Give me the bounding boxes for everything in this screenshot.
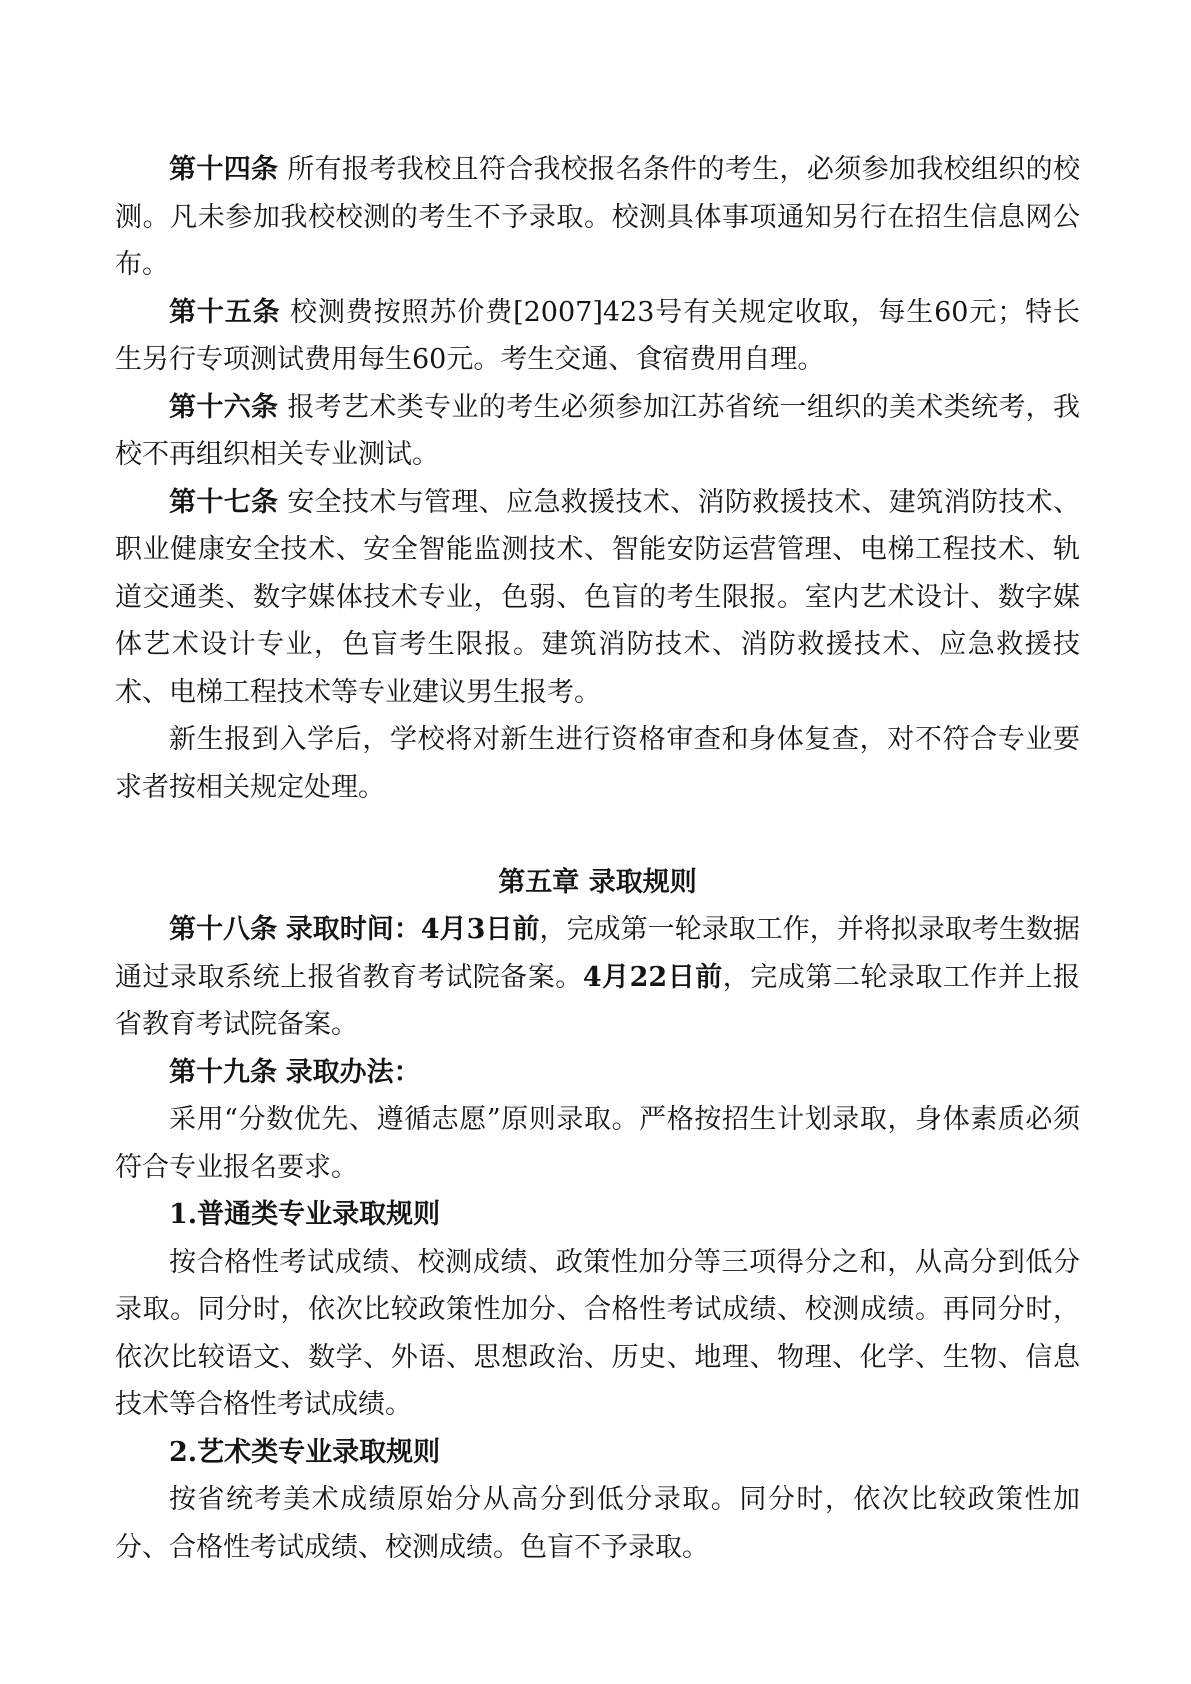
- article-19-label: 第十九条: [169, 1056, 277, 1088]
- rule-1-text: 按合格性考试成绩、校测成绩、政策性加分等三项得分之和，从高分到低分录取。同分时，依次比较政策性加分、合格性考试成绩、校测成绩。再同分时，依次比较语文、数学、外语、思想政治、历史、地理、物理、化学、生物、信息技术等合格性考试成绩。: [115, 1246, 1080, 1420]
- article-15: [115, 289, 1080, 384]
- rule-2-text: 按省统考美术成绩原始分从高分到低分录取。同分时，依次比较政策性加分、合格性考试成绩、校测成绩。色盲不予录取。: [115, 1484, 1080, 1563]
- article-16: [115, 384, 1080, 479]
- article-19-text: 采用“分数优先、遵循志愿”原则录取。严格按招生计划录取，身体素质必须符合专业报名要求。: [115, 1104, 1080, 1183]
- article-14: [115, 146, 1080, 289]
- article-18: [115, 906, 1080, 1049]
- article-18-label: 第十八条: [169, 914, 278, 945]
- article-17: [115, 479, 1080, 717]
- article-15-text: 校测费按照苏价费[2007]423号有关规定收取，每生60元；特长生另行专项测试费用每生60元。考生交通、食宿费用自理。: [115, 296, 1081, 375]
- article-14-text: 所有报考我校且符合我校报名条件的考生，必须参加我校组织的校测。凡未参加我校校测的考生不予录取。校测具体事项通知另行在招生信息网公布。: [115, 154, 1081, 280]
- article-18-text-2: ，完成第二轮录取工作并上报省教育考试院备案。: [115, 961, 1080, 1040]
- article-16-label: 第十六条: [169, 391, 279, 423]
- article-17-note: 新生报到入学后，学校将对新生进行资格审查和身体复查，对不符合专业要求者按相关规定处理。: [115, 724, 1080, 803]
- article-19: [115, 1049, 1080, 1097]
- section-gap: [115, 811, 1080, 859]
- article-15-label: 第十五条: [169, 296, 281, 328]
- article-17-label: 第十七条: [169, 486, 279, 518]
- article-17-text: 安全技术与管理、应急救援技术、消防救援技术、建筑消防技术、职业健康安全技术、安全智能监测技术、智能安防运营管理、电梯工程技术、轨道交通类、数字媒体技术专业，色弱、色盲的考生限报。室内艺术设计、数字媒体艺术设计专业，色盲考生限报。建筑消防技术、消防救援技术、应急救援技术、电梯工程技术等专业建议男生报考。: [115, 486, 1081, 708]
- article-16-text: 报考艺术类专业的考生必须参加江苏省统一组织的美术类统考，我校不再组织相关专业测试。: [115, 391, 1081, 470]
- document-body: [115, 146, 1080, 1571]
- rule-1-title: 1.普通类专业录取规则: [169, 1199, 441, 1230]
- chapter-5-heading: 第五章 录取规则: [498, 866, 697, 898]
- article-18-time-mid: 4月22日前: [582, 961, 723, 993]
- rule-2-title: 2.艺术类专业录取规则: [169, 1436, 441, 1468]
- article-19-lead: 录取办法：: [285, 1056, 421, 1088]
- article-18-text-1: ，完成第一轮录取工作，并将拟录取考生数据通过录取系统上报省教育考试院备案。: [115, 914, 1081, 993]
- article-14-label: 第十四条: [169, 154, 279, 185]
- article-18-time-lead: 录取时间：4月3日前: [285, 914, 540, 945]
